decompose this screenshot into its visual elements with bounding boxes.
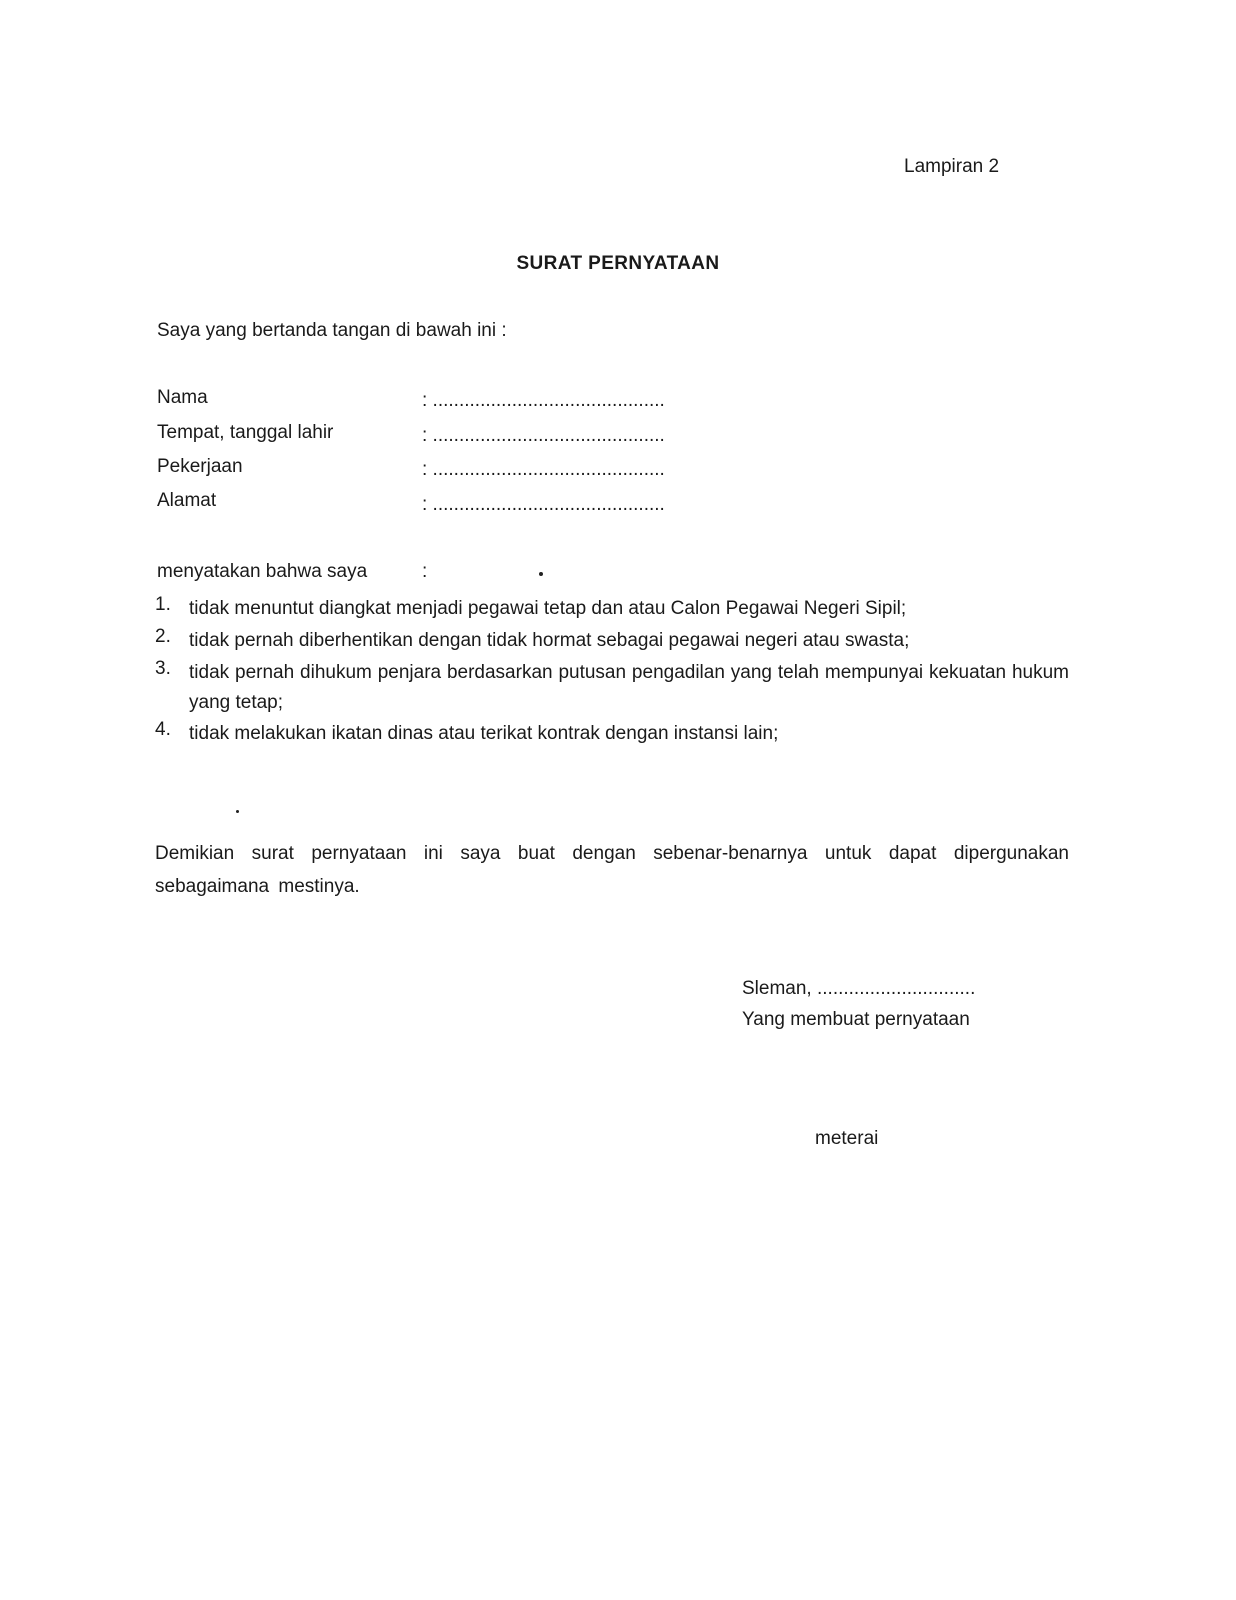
list-item-text: tidak pernah diberhentikan dengan tidak hormat sebagai pegawai negeri atau swasta; (189, 630, 910, 651)
signer-label: Yang membuat pernyataan (742, 1009, 970, 1030)
intro-text: Saya yang bertanda tangan di bawah ini : (157, 320, 507, 341)
list-item-number: 2. (155, 626, 171, 647)
list-item-text: tidak menuntut diangkat menjadi pegawai tetap dan atau Calon Pegawai Negeri Sipil; (189, 598, 907, 619)
list-item-number: 3. (155, 658, 171, 679)
place-date-line: Sleman, .............................. (742, 978, 976, 999)
field-value-nama: : ............................................ (422, 390, 665, 411)
field-label-pekerjaan: Pekerjaan (157, 456, 243, 477)
field-value-tempat-tanggal-lahir: : ............................................ (422, 425, 665, 446)
list-item-number: 4. (155, 719, 171, 740)
list-item-number: 1. (155, 594, 171, 615)
scan-speck (236, 810, 239, 813)
closing-paragraph: Demikian surat pernyataan ini saya buat dengan sebenar-benarnya untuk dapat dipergunakan sebagaimana mestinya. (155, 843, 1069, 897)
field-label-tempat-tanggal-lahir: Tempat, tanggal lahir (157, 422, 334, 443)
field-value-alamat: : ............................................ (422, 494, 665, 515)
field-label-alamat: Alamat (157, 490, 217, 511)
list-item-text: tidak melakukan ikatan dinas atau terikat kontrak dengan instansi lain; (189, 723, 779, 744)
statement-colon: : (422, 561, 428, 582)
list-item-text: tidak pernah dihukum penjara berdasarkan putusan pengadilan yang telah mempunyai kekuatan hukum yang tetap; (189, 662, 1069, 713)
scan-speck (539, 572, 543, 576)
statement-lead: menyatakan bahwa saya (157, 561, 368, 582)
stamp-label: meterai (815, 1128, 879, 1149)
attachment-label: Lampiran 2 (904, 156, 1000, 177)
document-title: SURAT PERNYATAAN (516, 253, 720, 274)
field-value-pekerjaan: : ............................................ (422, 459, 665, 480)
field-label-nama: Nama (157, 387, 208, 408)
